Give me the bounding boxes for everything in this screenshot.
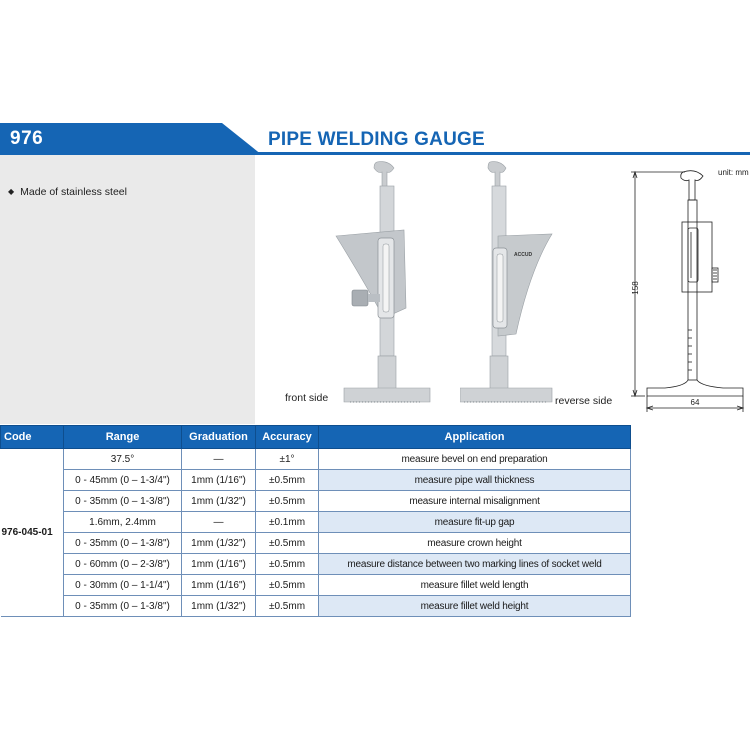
- accuracy-cell: ±1°: [256, 449, 319, 470]
- feature-text: Made of stainless steel: [20, 186, 127, 198]
- range-cell: 0 - 35mm (0 – 1-3/8"): [64, 596, 182, 617]
- graduation-cell: —: [182, 449, 256, 470]
- graduation-cell: 1mm (1/32"): [182, 596, 256, 617]
- accuracy-cell: ±0.5mm: [256, 596, 319, 617]
- height-dimension: 158: [631, 281, 640, 295]
- graduation-cell: 1mm (1/16"): [182, 575, 256, 596]
- front-side-caption: front side: [285, 392, 329, 404]
- accuracy-cell: ±0.5mm: [256, 491, 319, 512]
- width-dimension: 64: [690, 398, 700, 407]
- range-cell: 0 - 45mm (0 – 1-3/4"): [64, 470, 182, 491]
- graduation-cell: —: [182, 512, 256, 533]
- range-cell: 0 - 35mm (0 – 1-3/8"): [64, 491, 182, 512]
- application-cell: measure distance between two marking lines of socket weld: [319, 554, 631, 575]
- application-cell: measure fit-up gap: [319, 512, 631, 533]
- range-cell: 37.5°: [64, 449, 182, 470]
- table-row: [1, 554, 631, 575]
- bullet-diamond-icon: ◆: [8, 187, 15, 196]
- col-header-code: Code: [1, 426, 64, 449]
- graduation-cell: 1mm (1/32"): [182, 491, 256, 512]
- application-cell: measure crown height: [319, 533, 631, 554]
- front-side-photo: [322, 158, 442, 408]
- accuracy-cell: ±0.1mm: [256, 512, 319, 533]
- application-cell: measure fillet weld height: [319, 596, 631, 617]
- table-row: [1, 596, 631, 617]
- code-cell: 976-045-01: [1, 449, 64, 617]
- range-cell: 0 - 60mm (0 – 2-3/8"): [64, 554, 182, 575]
- accuracy-cell: ±0.5mm: [256, 554, 319, 575]
- application-cell: measure bevel on end preparation: [319, 449, 631, 470]
- range-cell: 0 - 30mm (0 – 1-1/4"): [64, 575, 182, 596]
- col-header-graduation: Graduation: [182, 426, 256, 449]
- range-cell: 0 - 35mm (0 – 1-3/8"): [64, 533, 182, 554]
- page-title: PIPE WELDING GAUGE: [268, 129, 485, 150]
- application-cell: measure pipe wall thickness: [319, 470, 631, 491]
- product-code: 976: [10, 128, 44, 149]
- accuracy-cell: ±0.5mm: [256, 533, 319, 554]
- table-row: [1, 491, 631, 512]
- range-cell: 1.6mm, 2.4mm: [64, 512, 182, 533]
- table-row: [1, 575, 631, 596]
- graduation-cell: 1mm (1/32"): [182, 533, 256, 554]
- graduation-cell: 1mm (1/16"): [182, 470, 256, 491]
- table-row: [1, 533, 631, 554]
- table-row: [1, 512, 631, 533]
- application-cell: measure internal misalignment: [319, 491, 631, 512]
- col-header-accuracy: Accuracy: [256, 426, 319, 449]
- accuracy-cell: ±0.5mm: [256, 470, 319, 491]
- brand-logo: ACCUD: [514, 252, 533, 258]
- application-cell: measure fillet weld length: [319, 575, 631, 596]
- col-header-range: Range: [64, 426, 182, 449]
- col-header-application: Application: [319, 426, 631, 449]
- unit-label: unit: mm: [718, 168, 749, 177]
- header-rule: [255, 152, 750, 155]
- accuracy-cell: ±0.5mm: [256, 575, 319, 596]
- spec-table: [0, 425, 631, 617]
- dimension-drawing: [625, 160, 750, 415]
- reverse-side-photo: [460, 158, 560, 408]
- table-row: [1, 470, 631, 491]
- table-header-row: [1, 426, 631, 449]
- graduation-cell: 1mm (1/16"): [182, 554, 256, 575]
- reverse-side-caption: reverse side: [555, 395, 613, 407]
- feature-list-item: [8, 186, 127, 198]
- table-row: [1, 449, 631, 470]
